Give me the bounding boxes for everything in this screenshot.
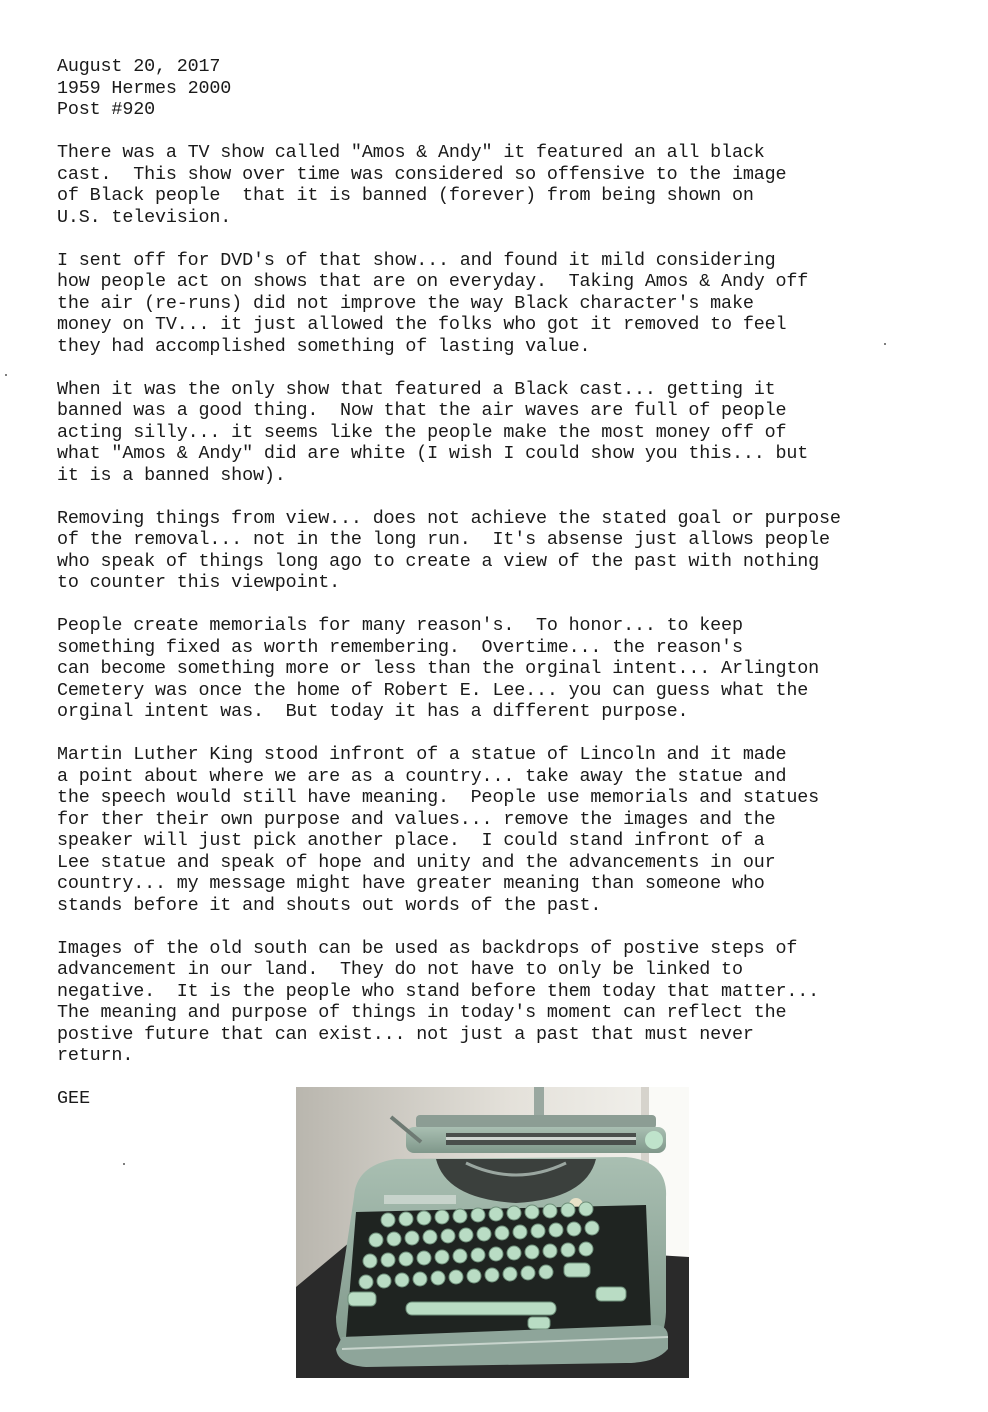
paper-speck	[123, 1163, 125, 1165]
paragraph-4	[57, 508, 957, 594]
text-line: There was a TV show called "Amos & Andy" it featured an all black	[57, 142, 765, 163]
text-line: When it was the only show that featured a Black cast... getting it	[57, 378, 776, 400]
text-line: Lee statue and speak of hope and unity and the advancements in our	[57, 851, 776, 873]
text-line: for ther their own purpose and values... remove the images and the	[57, 808, 776, 830]
text-line: Images of the old south can be used as backdrops of postive steps of	[57, 937, 798, 959]
text-line: U.S. television.	[57, 206, 232, 228]
post-number-line: Post #920	[57, 99, 155, 120]
text-line: Removing things from view... does not achieve the stated goal or purpose	[57, 507, 841, 529]
text-line: I sent off for DVD's of that show... and found it mild considering	[57, 249, 776, 271]
text-line: advancement in our land. They do not have to only be linked to	[57, 959, 743, 980]
text-line: something fixed as worth remembering. Overtime... the reason's	[57, 636, 743, 658]
text-line: to counter this viewpoint.	[57, 572, 341, 593]
letter-header	[57, 56, 957, 121]
text-line: acting silly... it seems like the people make the most money off of	[57, 421, 787, 443]
text-line: cast. This show over time was considered so offensive to the image	[57, 163, 787, 185]
text-line: how people act on shows that are on everyday. Taking Amos & Andy off	[57, 271, 809, 292]
text-line: stands before it and shouts out words of the past.	[57, 894, 602, 916]
text-line: banned was a good thing. Now that the air waves are full of people	[57, 400, 787, 421]
text-line: postive future that can exist... not just a past that must never	[57, 1023, 754, 1045]
signature: GEE	[57, 1088, 91, 1109]
paragraph-5	[57, 615, 957, 723]
text-line: speaker will just pick another place. I could stand infront of a	[57, 830, 765, 851]
text-line: money on TV... it just allowed the folks who got it removed to feel	[57, 314, 787, 335]
text-line: return.	[57, 1045, 134, 1066]
text-line: the air (re-runs) did not improve the way Black character's make	[57, 292, 754, 314]
text-line: of the removal... not in the long run. It's absense just allows people	[57, 529, 830, 550]
text-line: People create memorials for many reason's. To honor... to keep	[57, 615, 743, 636]
text-line: it is a banned show).	[57, 464, 286, 486]
paragraph-7	[57, 938, 957, 1067]
text-line: a point about where we are as a country... take away the statue and	[57, 765, 787, 787]
paragraph-6	[57, 744, 957, 916]
paragraph-1	[57, 142, 957, 228]
text-line: of Black people that it is banned (forever) from being shown on	[57, 185, 754, 206]
text-line: country... my message might have greater meaning than someone who	[57, 873, 765, 894]
typewriter-photo-icon	[296, 1087, 689, 1378]
text-line: can become something more or less than the orginal intent... Arlington	[57, 658, 820, 679]
text-line: who speak of things long ago to create a view of the past with nothing	[57, 550, 820, 572]
text-line: they had accomplished something of lasting value.	[57, 335, 591, 357]
date-line: August 20, 2017	[57, 56, 221, 77]
paragraph-2	[57, 250, 957, 358]
text-line: the speech would still have meaning. People use memorials and statues	[57, 787, 820, 808]
text-line: negative. It is the people who stand before them today that matter...	[57, 980, 820, 1002]
typewriter-photo	[296, 1087, 689, 1378]
text-line: orginal intent was. But today it has a different purpose.	[57, 701, 689, 722]
text-line: what "Amos & Andy" did are white (I wish I could show you this... but	[57, 443, 809, 464]
paper-speck	[884, 343, 886, 345]
typed-letter	[57, 56, 957, 1110]
typewriter-line: 1959 Hermes 2000	[57, 77, 232, 99]
text-line: The meaning and purpose of things in today's moment can reflect the	[57, 1002, 787, 1023]
paper-speck	[5, 374, 7, 376]
paragraph-3	[57, 379, 957, 487]
text-line: Martin Luther King stood infront of a statue of Lincoln and it made	[57, 744, 787, 765]
text-line: Cemetery was once the home of Robert E. Lee... you can guess what the	[57, 679, 809, 701]
